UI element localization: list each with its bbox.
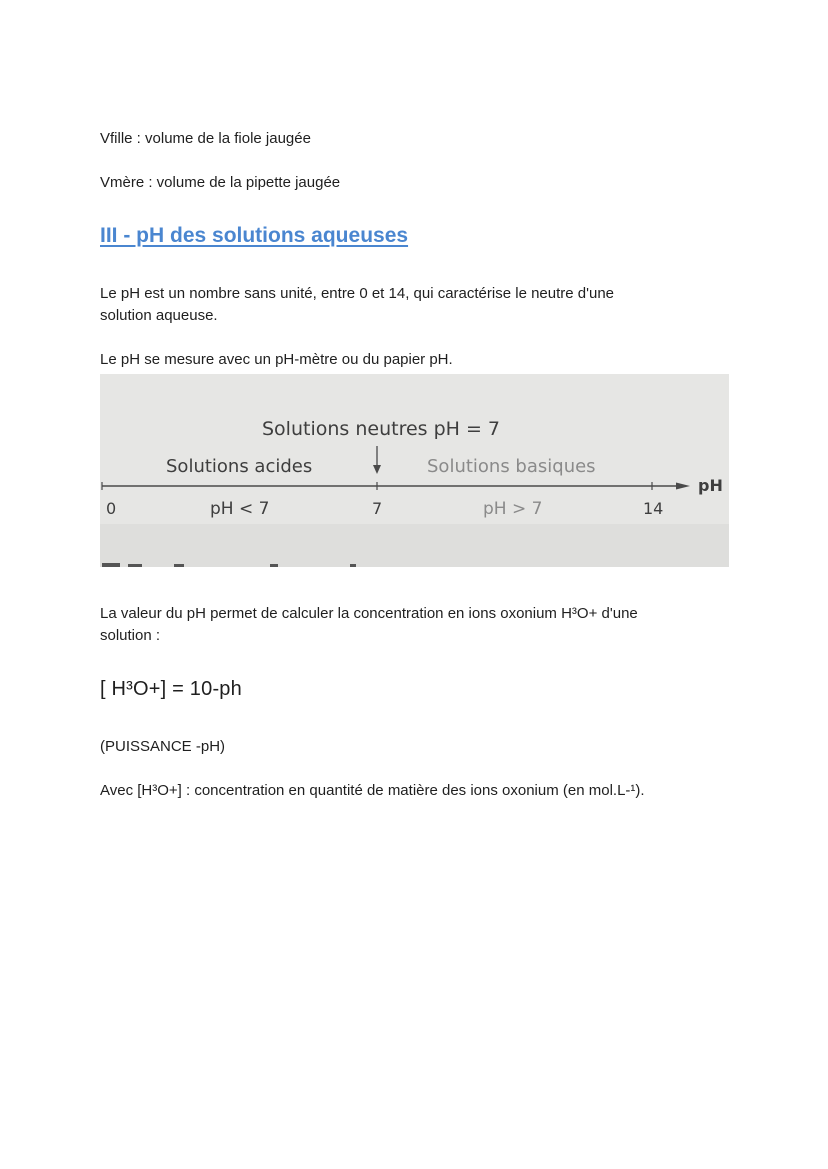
intro-paragraph bbox=[100, 283, 740, 327]
concentration-line-2: solution : bbox=[100, 627, 161, 644]
neutral-solutions-label: Solutions neutres pH = 7 bbox=[262, 418, 501, 440]
section-heading: III - pH des solutions aqueuses bbox=[100, 224, 409, 247]
tick-label-14: 14 bbox=[643, 499, 664, 518]
basic-range-label: pH > 7 bbox=[483, 499, 543, 519]
oxonium-formula: [ H³O+] = 10-ph bbox=[100, 678, 242, 700]
avec-definition: Avec [H³O+] : concentration en quantité de matière des ions oxonium (en mol.L-¹). bbox=[100, 782, 645, 799]
ph-scale-photo bbox=[100, 374, 729, 567]
definition-vfille: Vfille : volume de la fiole jaugée bbox=[100, 130, 311, 147]
acid-range-label: pH < 7 bbox=[210, 499, 270, 519]
tick-label-7: 7 bbox=[372, 499, 383, 518]
puissance-note: (PUISSANCE -pH) bbox=[100, 738, 226, 755]
tick-label-0: 0 bbox=[106, 499, 117, 518]
basic-solutions-label: Solutions basiques bbox=[427, 456, 596, 477]
intro-line-1: Le pH est un nombre sans unité, entre 0 et 14, qui caractérise le neutre d'une bbox=[100, 285, 615, 302]
concentration-line-1: La valeur du pH permet de calculer la concentration en ions oxonium H³O+ d'une bbox=[100, 605, 638, 622]
acid-solutions-label: Solutions acides bbox=[166, 456, 313, 477]
intro-line-2: solution aqueuse. bbox=[100, 307, 218, 324]
definition-vmere: Vmère : volume de la pipette jaugée bbox=[100, 174, 341, 191]
ph-scale-figure bbox=[100, 374, 729, 567]
measure-paragraph: Le pH se mesure avec un pH-mètre ou du papier pH. bbox=[100, 351, 453, 368]
concentration-paragraph bbox=[100, 603, 740, 647]
ph-axis-label: pH bbox=[698, 476, 723, 495]
